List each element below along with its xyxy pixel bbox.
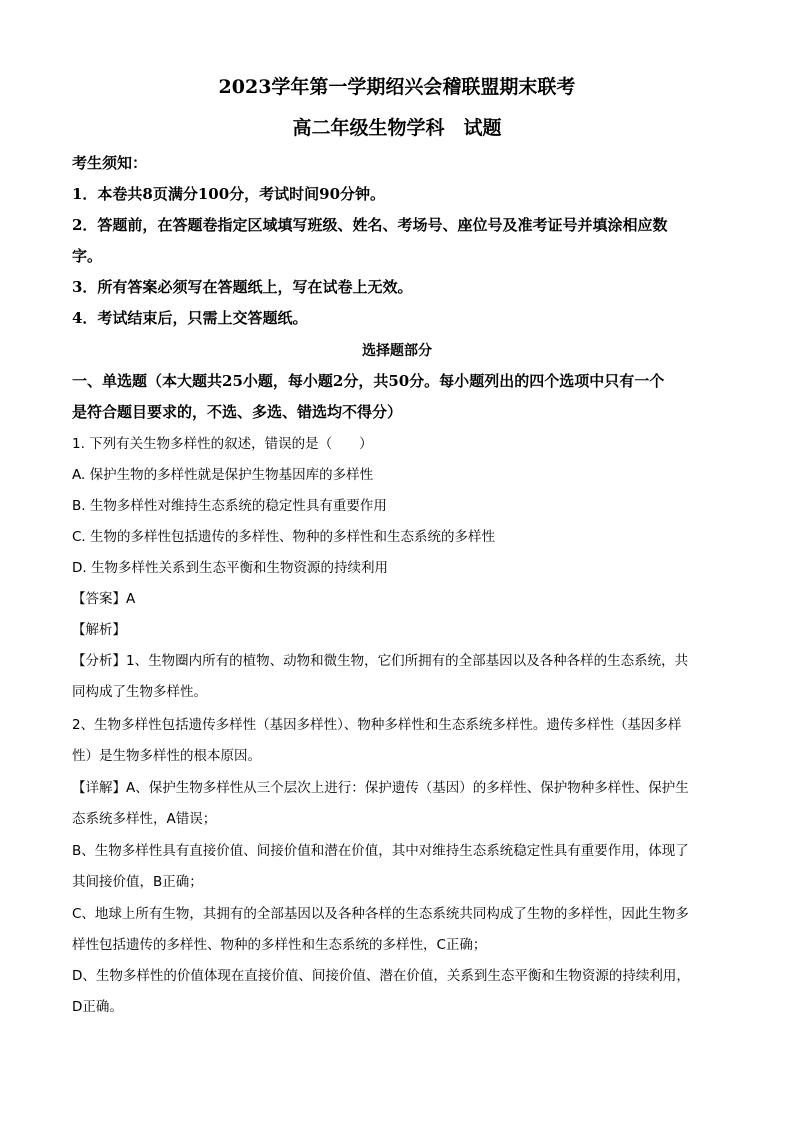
section-title: 选择题部分 (362, 343, 432, 359)
analysis-line-10: 样性包括遗传的多样性、物种的多样性和生态系统的多样性，C正确； (72, 937, 487, 953)
analysis-line-9: C、地球上所有生物，其拥有的全部基因以及各种各样的生态系统共同构成了生物的多样性，因此生物多 (72, 906, 689, 922)
analysis-heading: 【解析】 (72, 622, 126, 638)
exam-subtitle: 高二年级生物学科 试题 (292, 117, 502, 139)
analysis-line-7: B、生物多样性具有直接价值、间接价值和潜在价值，其中对维持生态系统稳定性具有重要作用，体现了 (72, 843, 689, 859)
option-a: A. 保护生物的多样性就是保护生物基因库的多样性 (72, 467, 374, 483)
option-d: D. 生物多样性关系到生态平衡和生物资源的持续利用 (72, 560, 388, 576)
question-stem: 1. 下列有关生物多样性的叙述，错误的是（ ） (72, 436, 373, 452)
notice-item-2-line-2: 字。 (72, 247, 103, 265)
notice-item-1: 1．本卷共8页满分100分，考试时间90分钟。 (72, 185, 386, 203)
notice-heading: 考生须知： (72, 154, 148, 172)
analysis-line-2: 同构成了生物多样性。 (72, 684, 207, 700)
notice-item-3: 3．所有答案必须写在答题纸上，写在试卷上无效。 (72, 278, 413, 296)
notice-item-4: 4．考试结束后，只需上交答题纸。 (72, 309, 308, 327)
analysis-line-6: 态系统多样性，A错误； (72, 811, 217, 827)
option-b: B. 生物多样性对维持生态系统的稳定性具有重要作用 (72, 498, 387, 514)
part1-instruction-line-1: 一、单选题（本大题共25小题，每小题2分，共50分。每小题列出的四个选项中只有一个 (72, 372, 665, 390)
analysis-line-8: 其间接价值，B正确； (72, 874, 203, 890)
analysis-line-4: 性）是生物多样性的根本原因。 (72, 748, 261, 764)
part1-instruction-line-2: 是符合题目要求的，不选、多选、错选均不得分） (72, 403, 403, 421)
analysis-line-11: D、生物多样性的价值体现在直接价值、间接价值、潜在价值，关系到生态平衡和生物资源的持续利用， (72, 968, 690, 984)
exam-title: 2023学年第一学期绍兴会稽联盟期末联考 (218, 76, 576, 98)
option-c: C. 生物的多样性包括遗传的多样性、物种的多样性和生态系统的多样性 (72, 529, 496, 545)
analysis-line-5: 【详解】A、保护生物多样性从三个层次上进行：保护遗传（基因）的多样性、保护物种多样性、保护生 (72, 780, 689, 796)
analysis-line-12: D正确。 (72, 999, 123, 1015)
notice-item-2-line-1: 2．答题前，在答题卷指定区域填写班级、姓名、考场号、座位号及准考证号并填涂相应数 (72, 216, 668, 234)
analysis-line-3: 2、生物多样性包括遗传多样性（基因多样性）、物种多样性和生态系统多样性。遗传多样性（基因多样 (72, 717, 682, 733)
answer: 【答案】A (72, 591, 136, 607)
analysis-line-1: 【分析】1、生物圈内所有的植物、动物和微生物，它们所拥有的全部基因以及各种各样的生态系统，共 (72, 653, 689, 669)
